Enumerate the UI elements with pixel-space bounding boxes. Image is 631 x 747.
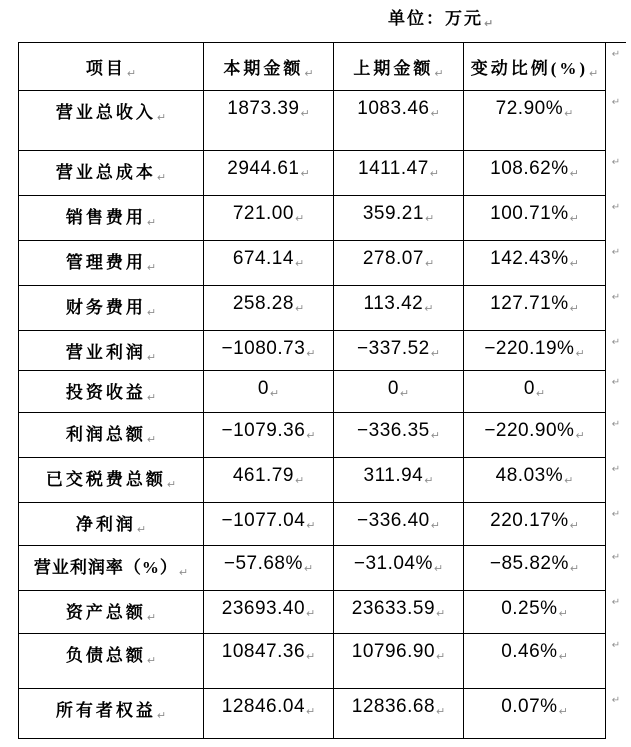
end-of-cell-mark-icon: ↵ <box>558 607 568 620</box>
end-of-row-mark-icon: ↵ <box>611 157 621 168</box>
end-of-cell-mark-icon: ↵ <box>575 429 585 442</box>
end-of-row-mark-icon: ↵ <box>611 552 621 563</box>
end-of-cell-mark-icon: ↵ <box>294 212 305 225</box>
end-of-cell-mark-icon: ↵ <box>436 650 446 663</box>
cell-label: 营业总收入↵ <box>19 91 204 151</box>
table-row <box>19 458 626 503</box>
end-of-cell-mark-icon: ↵ <box>430 519 440 532</box>
end-of-cell-mark-icon: ↵ <box>564 107 574 120</box>
end-of-row-mark-icon: ↵ <box>611 97 621 108</box>
end-of-cell-mark-icon: ↵ <box>569 257 579 270</box>
end-of-row-mark-icon: ↵ <box>611 640 621 651</box>
cell-current: 1873.39↵ <box>204 91 334 151</box>
end-of-cell-mark-icon: ↵ <box>306 519 316 532</box>
end-of-cell-mark-icon: ↵ <box>569 167 579 180</box>
cell-change: 108.62%↵ <box>464 151 606 196</box>
cell-previous: −336.40↵ <box>334 503 464 546</box>
end-of-cell-mark-icon: ↵ <box>424 257 435 270</box>
table-row <box>19 546 626 591</box>
cell-previous: 23633.59↵ <box>334 591 464 634</box>
unit-label <box>388 4 493 29</box>
end-of-row-mark-icon: ↵ <box>611 509 621 520</box>
end-of-row-mark-icon: ↵ <box>611 419 621 430</box>
cell-current: 0↵ <box>204 371 334 413</box>
cell-label: 负债总额↵ <box>19 634 204 689</box>
end-of-cell-mark-icon: ↵ <box>146 261 157 274</box>
end-of-row-mark-icon: ↵ <box>611 202 621 213</box>
cell-previous: 12836.68↵ <box>334 689 464 739</box>
end-of-row-mark-icon: ↵ <box>611 377 621 388</box>
end-of-cell-mark-icon: ↵ <box>156 111 167 124</box>
cell-change: 127.71%↵ <box>464 286 606 331</box>
cell-change: −220.19%↵ <box>464 331 606 371</box>
cell-previous: −31.04%↵ <box>334 546 464 591</box>
end-of-cell-mark-icon: ↵ <box>166 478 177 491</box>
end-of-cell-mark-icon: ↵ <box>146 391 157 404</box>
cell-label: 营业总成本↵ <box>19 151 204 196</box>
table-row <box>19 286 626 331</box>
cell-change: 220.17%↵ <box>464 503 606 546</box>
cell-current: 721.00↵ <box>204 196 334 241</box>
cell-label: 已交税费总额↵ <box>19 458 204 503</box>
end-of-cell-mark-icon: ↵ <box>156 171 167 184</box>
cell-change: 72.90%↵ <box>464 91 606 151</box>
end-of-row-mark-icon: ↵ <box>611 292 621 303</box>
end-of-cell-mark-icon: ↵ <box>300 107 310 120</box>
cell-label: 资产总额↵ <box>19 591 204 634</box>
end-of-cell-mark-icon: ↵ <box>300 167 310 180</box>
cell-current: 674.14↵ <box>204 241 334 286</box>
end-of-cell-mark-icon: ↵ <box>569 302 579 315</box>
end-of-row-mark-icon: ↵ <box>611 597 621 608</box>
unit-label-text: 单位：万元 <box>388 9 483 28</box>
end-of-cell-mark-icon: ↵ <box>156 709 167 722</box>
cell-label: 投资收益↵ <box>19 371 204 413</box>
cell-previous: −337.52↵ <box>334 331 464 371</box>
table-row <box>19 413 626 458</box>
cell-current: −1079.36↵ <box>204 413 334 458</box>
end-of-row-mark-icon: ↵ <box>611 49 621 60</box>
end-of-cell-mark-icon: ↵ <box>535 387 546 400</box>
cell-previous: 1083.46↵ <box>334 91 464 151</box>
cell-current: 12846.04↵ <box>204 689 334 739</box>
end-of-cell-mark-icon: ↵ <box>126 67 137 80</box>
end-of-cell-mark-icon: ↵ <box>294 302 305 315</box>
end-of-cell-mark-icon: ↵ <box>433 562 444 575</box>
header-previous: 上期金额↵ <box>334 43 464 91</box>
cell-change: 142.43%↵ <box>464 241 606 286</box>
table-row <box>19 371 626 413</box>
table-row <box>19 241 626 286</box>
cell-current: 23693.40↵ <box>204 591 334 634</box>
end-of-cell-mark-icon: ↵ <box>424 302 434 315</box>
cell-change: −220.90%↵ <box>464 413 606 458</box>
cell-previous: 10796.90↵ <box>334 634 464 689</box>
cell-previous: 359.21↵ <box>334 196 464 241</box>
header-change: 变动比例(%)↵ <box>464 43 606 91</box>
cell-change: 0.46%↵ <box>464 634 606 689</box>
end-of-cell-mark-icon: ↵ <box>569 212 579 225</box>
end-of-cell-mark-icon: ↵ <box>294 474 305 487</box>
end-of-cell-mark-icon: ↵ <box>146 611 157 624</box>
table-row <box>19 591 626 634</box>
table-row <box>19 151 626 196</box>
table-row <box>19 503 626 546</box>
end-of-cell-mark-icon: ↵ <box>146 654 157 667</box>
cell-change: 100.71%↵ <box>464 196 606 241</box>
cell-change: −85.82%↵ <box>464 546 606 591</box>
end-of-cell-mark-icon: ↵ <box>575 347 585 360</box>
end-of-cell-mark-icon: ↵ <box>436 705 446 718</box>
end-of-cell-mark-icon: ↵ <box>306 347 316 360</box>
cell-change: 0↵ <box>464 371 606 413</box>
end-of-cell-mark-icon: ↵ <box>146 433 157 446</box>
end-of-cell-mark-icon: ↵ <box>306 650 316 663</box>
end-of-cell-mark-icon: ↵ <box>430 107 440 120</box>
table-row <box>19 331 626 371</box>
cell-label: 销售费用↵ <box>19 196 204 241</box>
table-row <box>19 689 626 739</box>
cell-label: 营业利润↵ <box>19 331 204 371</box>
end-of-row-mark-icon: ↵ <box>611 247 621 258</box>
end-of-cell-mark-icon: ↵ <box>306 705 316 718</box>
cell-previous: 0↵ <box>334 371 464 413</box>
end-of-cell-mark-icon: ↵ <box>434 67 444 80</box>
cell-previous: 311.94↵ <box>334 458 464 503</box>
end-of-cell-mark-icon: ↵ <box>558 650 568 663</box>
cell-previous: 278.07↵ <box>334 241 464 286</box>
cell-current: −57.68%↵ <box>204 546 334 591</box>
paragraph-mark-icon: ↵ <box>484 17 494 30</box>
end-of-cell-mark-icon: ↵ <box>430 347 440 360</box>
cell-label: 营业利润率（%）↵ <box>19 546 204 591</box>
cell-current: 258.28↵ <box>204 286 334 331</box>
end-of-row-mark-icon: ↵ <box>611 337 621 348</box>
cell-change: 0.25%↵ <box>464 591 606 634</box>
end-of-cell-mark-icon: ↵ <box>569 562 580 575</box>
end-of-cell-mark-icon: ↵ <box>424 212 435 225</box>
end-of-row-mark-icon: ↵ <box>611 695 621 706</box>
header-current: 本期金额↵ <box>204 43 334 91</box>
cell-label: 管理费用↵ <box>19 241 204 286</box>
end-of-cell-mark-icon: ↵ <box>306 607 316 620</box>
end-of-cell-mark-icon: ↵ <box>424 474 434 487</box>
end-of-cell-mark-icon: ↵ <box>178 566 189 579</box>
end-of-cell-mark-icon: ↵ <box>399 387 410 400</box>
end-of-cell-mark-icon: ↵ <box>569 519 579 532</box>
end-of-cell-mark-icon: ↵ <box>558 705 568 718</box>
end-of-cell-mark-icon: ↵ <box>429 167 439 180</box>
end-of-cell-mark-icon: ↵ <box>136 523 147 536</box>
end-of-cell-mark-icon: ↵ <box>294 257 305 270</box>
cell-change: 0.07%↵ <box>464 689 606 739</box>
cell-current: 461.79↵ <box>204 458 334 503</box>
cell-label: 净利润↵ <box>19 503 204 546</box>
cell-current: −1080.73↵ <box>204 331 334 371</box>
end-of-cell-mark-icon: ↵ <box>303 562 314 575</box>
header-item: 项目↵ <box>19 43 204 91</box>
cell-previous: −336.35↵ <box>334 413 464 458</box>
cell-label: 利润总额↵ <box>19 413 204 458</box>
cell-previous: 1411.47↵ <box>334 151 464 196</box>
end-of-cell-mark-icon: ↵ <box>146 216 157 229</box>
end-of-cell-mark-icon: ↵ <box>269 387 280 400</box>
end-of-cell-mark-icon: ↵ <box>430 429 440 442</box>
end-of-cell-mark-icon: ↵ <box>306 429 316 442</box>
cell-previous: 113.42↵ <box>334 286 464 331</box>
cell-current: 10847.36↵ <box>204 634 334 689</box>
table-header-row <box>19 43 626 91</box>
end-of-cell-mark-icon: ↵ <box>564 474 574 487</box>
end-of-row-mark-icon: ↵ <box>611 464 621 475</box>
end-of-cell-mark-icon: ↵ <box>304 67 314 80</box>
financial-table <box>18 42 626 739</box>
end-of-cell-mark-icon: ↵ <box>436 607 446 620</box>
end-of-cell-mark-icon: ↵ <box>589 67 599 80</box>
cell-change: 48.03%↵ <box>464 458 606 503</box>
table-row <box>19 91 626 151</box>
cell-label: 财务费用↵ <box>19 286 204 331</box>
end-of-cell-mark-icon: ↵ <box>146 351 157 364</box>
cell-label: 所有者权益↵ <box>19 689 204 739</box>
cell-current: −1077.04↵ <box>204 503 334 546</box>
table-row <box>19 634 626 689</box>
table-row <box>19 196 626 241</box>
cell-current: 2944.61↵ <box>204 151 334 196</box>
end-of-cell-mark-icon: ↵ <box>146 306 157 319</box>
